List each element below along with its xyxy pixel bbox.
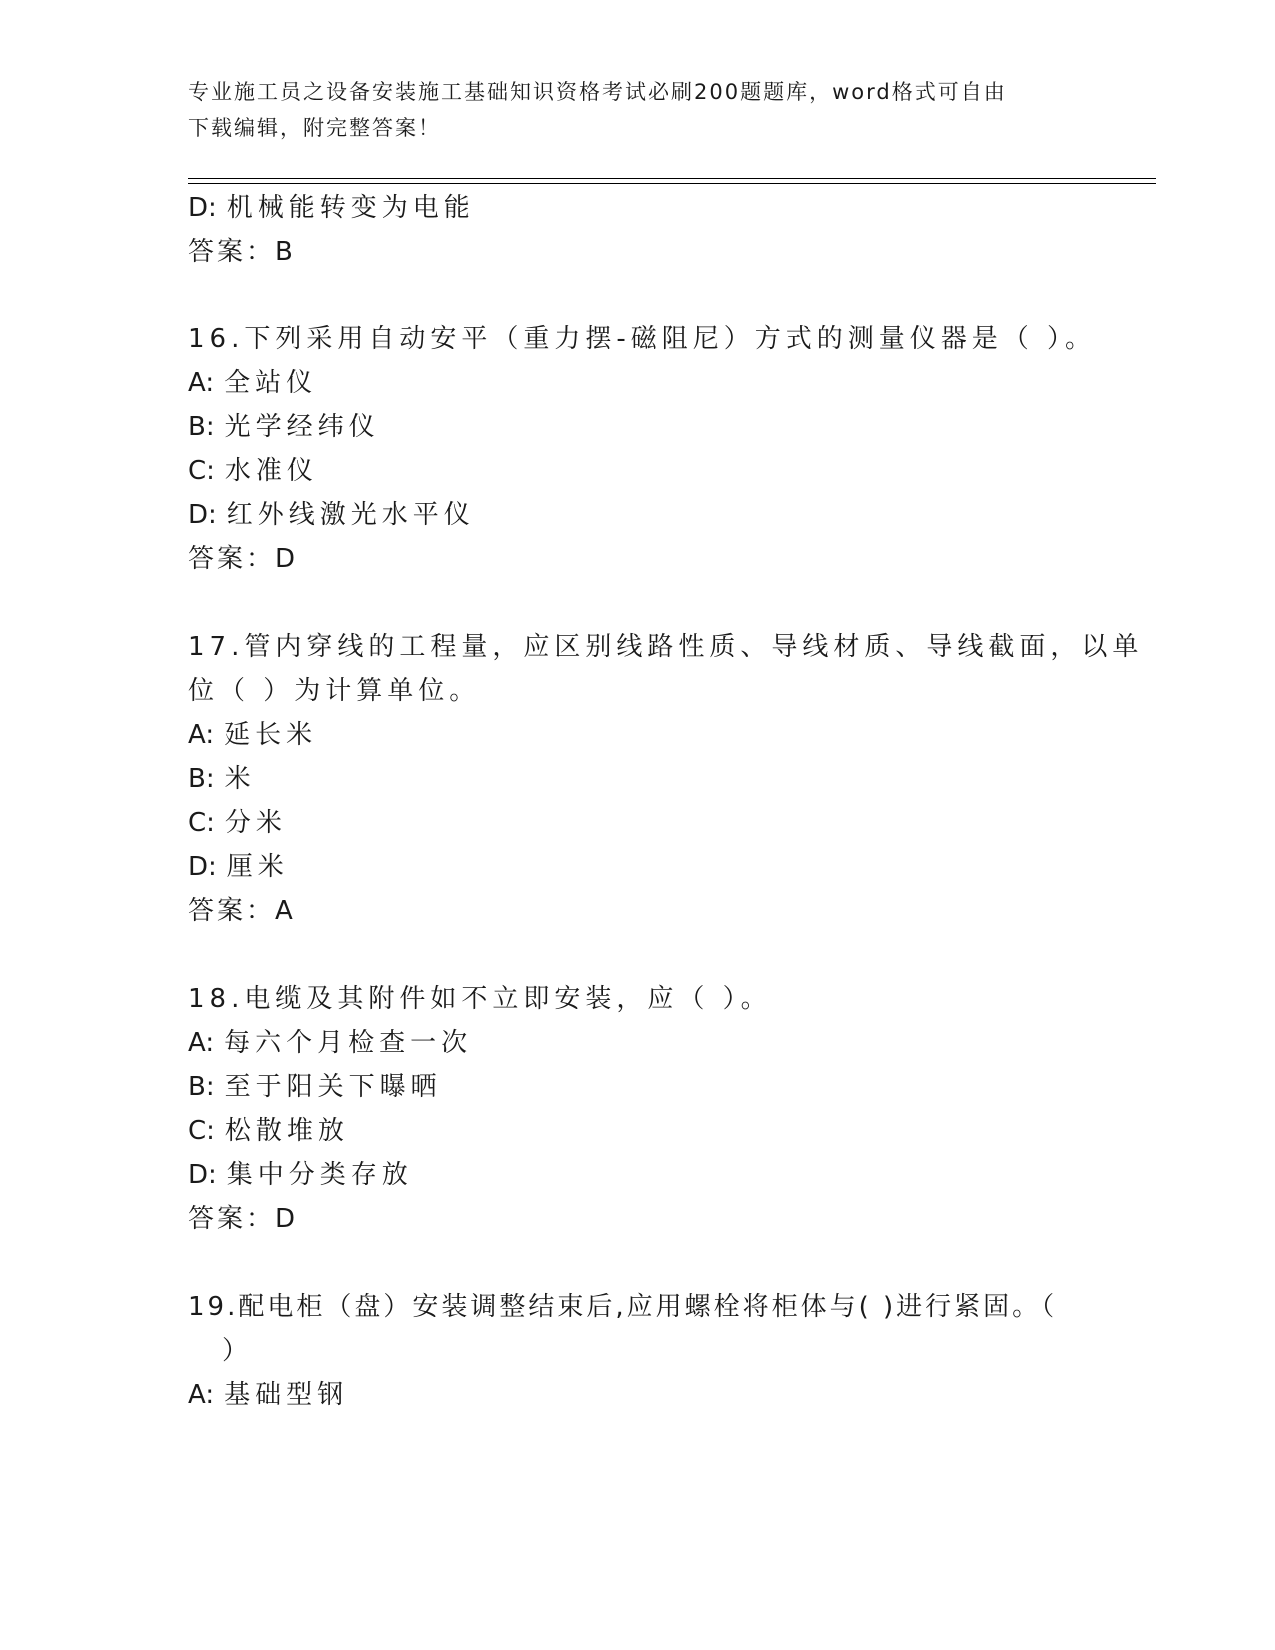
- option-letter: D:: [188, 852, 217, 882]
- question-stem-line-2: ）: [222, 1336, 254, 1366]
- option-text: 米: [224, 764, 256, 794]
- option-text: 红外线激光水平仪: [226, 500, 475, 530]
- option-letter: B:: [188, 764, 215, 794]
- answer-label: 答案：: [188, 544, 276, 574]
- question-stem-line-1: 管内穿线的工程量，应区别线路性质、导线材质、导线截面，以单: [244, 632, 1144, 662]
- option-text: 集中分类存放: [226, 1160, 413, 1190]
- option-letter: A:: [188, 1380, 215, 1410]
- question-18-option-c: [188, 1114, 349, 1148]
- question-stem-line-1: 配电柜（盘）安装调整结束后,应用螺栓将柜体与( )进行紧固。（: [238, 1292, 1058, 1322]
- option-text: 基础型钢: [224, 1380, 349, 1410]
- question-16-option-d: [188, 498, 475, 532]
- answer-value: D: [275, 1204, 296, 1234]
- question-17-option-d: [188, 850, 289, 884]
- option-text: 每六个月检查一次: [224, 1028, 473, 1058]
- question-17-option-a: [188, 718, 317, 752]
- prev-option-d: [188, 191, 475, 225]
- question-17-answer: [188, 894, 293, 928]
- question-17-stem: [188, 630, 1143, 664]
- question-19-option-a: [188, 1378, 348, 1412]
- option-text: 分米: [224, 808, 287, 838]
- answer-label: 答案：: [188, 237, 276, 267]
- header-title-line-1: 专业施工员之设备安装施工基础知识资格考试必刷200题题库，word格式可自由: [188, 80, 1007, 104]
- option-letter: D:: [188, 193, 217, 223]
- question-17-stem-continued: [188, 674, 480, 708]
- question-number: 18.: [188, 984, 245, 1014]
- option-letter: A:: [188, 368, 215, 398]
- answer-label: 答案：: [188, 1204, 276, 1234]
- question-16-answer: [188, 542, 295, 576]
- question-17-option-c: [188, 806, 287, 840]
- question-number: 16.: [188, 324, 245, 354]
- option-text: 机械能转变为电能: [226, 193, 475, 223]
- option-text: 全站仪: [224, 368, 318, 398]
- document-header: [188, 74, 1068, 146]
- option-text: 水准仪: [224, 456, 318, 486]
- option-text: 至于阳关下曝晒: [224, 1072, 442, 1102]
- question-18-option-a: [188, 1026, 472, 1060]
- prev-answer: [188, 235, 293, 269]
- question-16-option-b: [188, 410, 380, 444]
- option-letter: C:: [188, 456, 215, 486]
- question-18-stem: [188, 982, 772, 1016]
- option-letter: B:: [188, 412, 215, 442]
- question-stem-line-1: 电缆及其附件如不立即安装，应（ ）。: [244, 984, 772, 1014]
- question-number: 17.: [188, 632, 245, 662]
- option-letter: A:: [188, 720, 215, 750]
- header-divider-bottom: [188, 183, 1156, 184]
- option-letter: A:: [188, 1028, 215, 1058]
- answer-value: A: [275, 896, 293, 926]
- option-letter: D:: [188, 500, 217, 530]
- question-16-option-a: [188, 366, 317, 400]
- header-title-line-2: 下载编辑，附完整答案！: [188, 116, 441, 140]
- answer-label: 答案：: [188, 896, 276, 926]
- question-stem-line-2: 位（ ）为计算单位。: [188, 676, 481, 706]
- answer-value: D: [275, 544, 296, 574]
- question-19-stem-continued: [222, 1334, 253, 1368]
- question-18-option-b: [188, 1070, 442, 1104]
- question-19-stem: [188, 1290, 1057, 1324]
- question-18-option-d: [188, 1158, 413, 1192]
- option-letter: D:: [188, 1160, 217, 1190]
- question-16-option-c: [188, 454, 318, 488]
- option-text: 延长米: [224, 720, 318, 750]
- option-text: 厘米: [226, 852, 289, 882]
- question-17-option-b: [188, 762, 256, 796]
- question-16-stem: [188, 322, 1096, 356]
- question-stem-line-1: 下列采用自动安平（重力摆-磁阻尼）方式的测量仪器是（ ）。: [244, 324, 1097, 354]
- option-text: 光学经纬仪: [224, 412, 380, 442]
- answer-value: B: [275, 237, 293, 267]
- option-text: 松散堆放: [224, 1116, 349, 1146]
- question-18-answer: [188, 1202, 295, 1236]
- option-letter: C:: [188, 1116, 215, 1146]
- option-letter: C:: [188, 808, 215, 838]
- header-divider-top: [188, 178, 1156, 179]
- question-number: 19.: [188, 1292, 239, 1322]
- option-letter: B:: [188, 1072, 215, 1102]
